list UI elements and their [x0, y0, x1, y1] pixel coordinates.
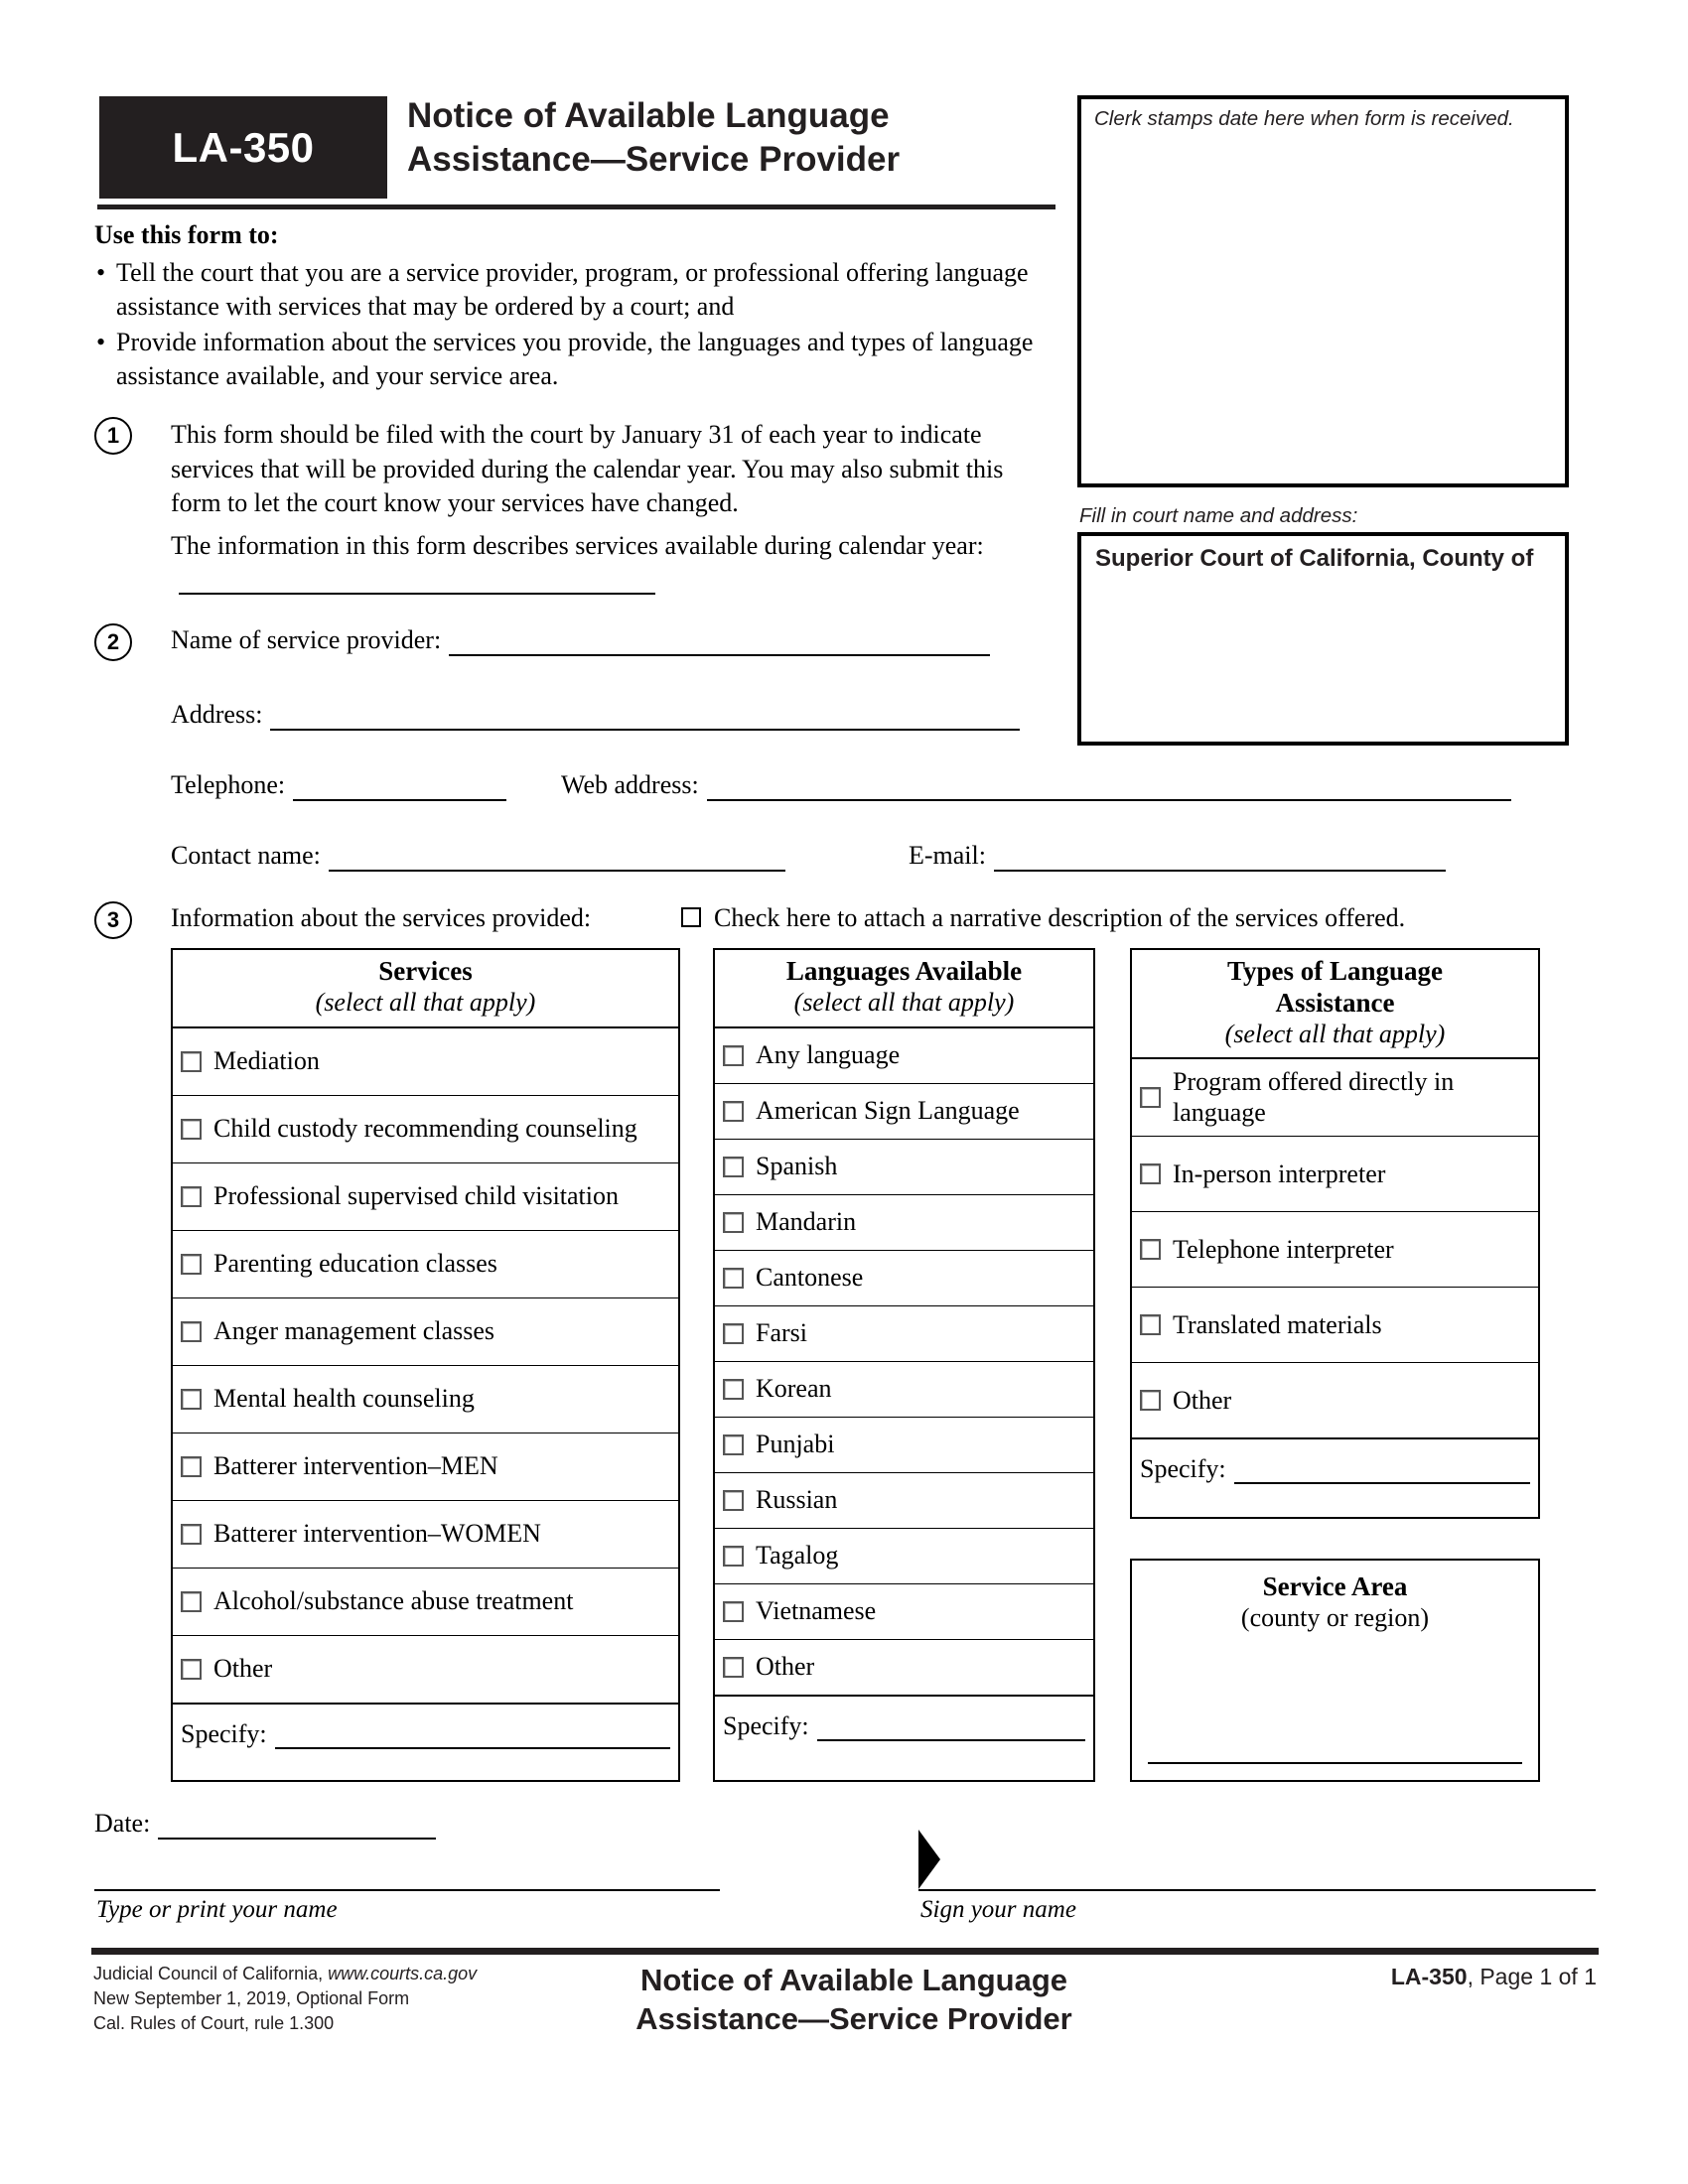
services-specify-label: Specify: — [181, 1718, 267, 1748]
page-title — [407, 94, 1062, 182]
checkbox-icon[interactable] — [1140, 1163, 1161, 1184]
checkbox-icon[interactable] — [181, 1389, 202, 1410]
checkbox-icon[interactable] — [723, 1268, 744, 1289]
footer-page-info — [1391, 1964, 1597, 1990]
court-box-instruction: Fill in court name and address: — [1079, 504, 1358, 527]
provider-telephone-row — [171, 770, 506, 801]
checkbox-icon[interactable] — [723, 1212, 744, 1233]
table-row[interactable] — [715, 1195, 1093, 1251]
row-label: Other — [756, 1651, 815, 1681]
signature-caption: Sign your name — [920, 1896, 1076, 1923]
languages-table-header — [715, 950, 1093, 1028]
footer-legal-block — [93, 1962, 477, 2035]
checkbox-icon[interactable] — [723, 1045, 744, 1066]
table-row[interactable] — [715, 1084, 1093, 1140]
checkbox-icon[interactable] — [1140, 1314, 1161, 1335]
instruction-bullet: • Tell the court that you are a service provider, program, or professional offering language assistance with services that may be ordered by a court; and — [94, 256, 1067, 324]
row-label: Punjabi — [756, 1429, 835, 1458]
assistance-table — [1130, 948, 1540, 1519]
table-row[interactable] — [1132, 1363, 1538, 1438]
languages-table-subtitle: (select all that apply) — [793, 987, 1015, 1017]
print-name-line[interactable] — [94, 1889, 720, 1891]
table-row[interactable] — [173, 1366, 678, 1433]
provider-email-input[interactable] — [994, 842, 1446, 872]
services-specify-input[interactable] — [275, 1721, 670, 1749]
row-label: Mediation — [213, 1045, 320, 1075]
languages-table — [713, 948, 1095, 1782]
item-1-calendar-year-row — [171, 529, 1064, 598]
row-label: In-person interpreter — [1173, 1159, 1386, 1188]
languages-specify-label: Specify: — [723, 1710, 809, 1740]
print-name-caption: Type or print your name — [96, 1896, 338, 1923]
table-row[interactable] — [715, 1640, 1093, 1696]
table-row[interactable] — [715, 1418, 1093, 1473]
assistance-table-header — [1132, 950, 1538, 1059]
item-3-label: Information about the services provided: — [171, 903, 592, 932]
table-row[interactable] — [715, 1140, 1093, 1195]
row-label: Batterer intervention–WOMEN — [213, 1518, 541, 1548]
checkbox-icon[interactable] — [723, 1657, 744, 1678]
provider-telephone-label: Telephone: — [171, 770, 286, 799]
table-row[interactable] — [1132, 1059, 1538, 1137]
checkbox-icon[interactable] — [723, 1323, 744, 1344]
date-input[interactable] — [158, 1810, 436, 1840]
checkbox-icon[interactable] — [723, 1490, 744, 1511]
item-number-3 — [94, 901, 132, 939]
table-row[interactable] — [1132, 1288, 1538, 1363]
court-name-address-box[interactable] — [1077, 532, 1569, 746]
table-row[interactable] — [715, 1584, 1093, 1640]
date-label: Date: — [94, 1809, 151, 1838]
service-area-header — [1132, 1561, 1538, 1634]
item-1-calendar-year-label: The information in this form describes services available during calendar year: — [171, 531, 984, 560]
provider-name-label: Name of service provider: — [171, 625, 442, 654]
languages-specify-row — [715, 1696, 1093, 1747]
checkbox-icon[interactable] — [723, 1379, 744, 1400]
service-area-title: Service Area — [1262, 1571, 1408, 1601]
checkbox-icon[interactable] — [181, 1321, 202, 1342]
item-number-1 — [94, 417, 132, 455]
provider-address-input[interactable] — [270, 701, 1020, 731]
table-row[interactable] — [715, 1306, 1093, 1362]
checkbox-icon[interactable] — [723, 1101, 744, 1122]
services-table-subtitle: (select all that apply) — [315, 987, 536, 1017]
row-label: Russian — [756, 1484, 838, 1514]
item-number-3-text: 3 — [106, 907, 120, 932]
checkbox-icon[interactable] — [1140, 1390, 1161, 1411]
table-row[interactable] — [1132, 1212, 1538, 1288]
instruction-bullet-list — [94, 256, 1067, 395]
attach-narrative-label: Check here to attach a narrative description of the services offered. — [714, 903, 1406, 932]
assistance-table-title-line1: Types of Language — [1226, 956, 1444, 986]
row-label: Vietnamese — [756, 1595, 877, 1625]
checkbox-icon[interactable] — [181, 1186, 202, 1207]
attach-narrative-checkbox[interactable] — [681, 907, 701, 927]
provider-telephone-input[interactable] — [293, 771, 506, 801]
row-label: Mental health counseling — [213, 1383, 475, 1413]
services-table-title: Services — [378, 956, 473, 986]
table-row[interactable] — [715, 1028, 1093, 1084]
checkbox-icon[interactable] — [181, 1524, 202, 1545]
footer-council-line — [93, 1962, 477, 1986]
signature-pointer-icon — [918, 1830, 940, 1889]
item-number-2 — [94, 623, 132, 661]
services-specify-row — [173, 1704, 678, 1755]
table-row[interactable] — [1132, 1137, 1538, 1212]
footer-council-prefix: Judicial Council of California, — [93, 1964, 329, 1983]
date-row — [94, 1809, 436, 1840]
checkbox-icon[interactable] — [1140, 1087, 1161, 1108]
row-label: Any language — [756, 1039, 901, 1069]
table-row[interactable] — [173, 1298, 678, 1366]
provider-web-row — [561, 770, 1511, 801]
header-divider — [97, 205, 1055, 209]
row-label: American Sign Language — [756, 1095, 1020, 1125]
row-label: Other — [213, 1653, 273, 1683]
assistance-specify-row — [1132, 1438, 1538, 1490]
checkbox-icon[interactable] — [723, 1434, 744, 1455]
use-this-form-heading: Use this form to: — [94, 220, 279, 249]
assistance-table-title-line2: Assistance — [1275, 987, 1395, 1018]
row-label: Other — [1173, 1385, 1232, 1415]
row-label: Alcohol/substance abuse treatment — [213, 1585, 574, 1615]
calendar-year-input[interactable] — [179, 567, 655, 595]
checkbox-icon[interactable] — [181, 1659, 202, 1680]
page-title-line1: Notice of Available Language — [407, 96, 890, 135]
form-code-badge — [99, 96, 387, 199]
row-label: Program offered directly in language — [1173, 1067, 1455, 1127]
footer-form-title — [496, 1961, 1211, 2039]
row-label: Parenting education classes — [213, 1248, 497, 1278]
table-row[interactable] — [715, 1529, 1093, 1584]
form-code-text: LA-350 — [172, 123, 315, 171]
table-row[interactable] — [173, 1569, 678, 1636]
provider-web-input[interactable] — [707, 771, 1511, 801]
checkbox-icon[interactable] — [1140, 1239, 1161, 1260]
row-label: Farsi — [756, 1317, 807, 1347]
row-label: Professional supervised child visitation — [213, 1180, 620, 1210]
checkbox-icon[interactable] — [723, 1601, 744, 1622]
service-area-box[interactable] — [1130, 1559, 1540, 1782]
checkbox-icon[interactable] — [181, 1051, 202, 1072]
table-row[interactable] — [715, 1473, 1093, 1529]
clerk-stamp-caption: Clerk stamps date here when form is received. — [1094, 107, 1514, 130]
service-area-input[interactable] — [1148, 1762, 1522, 1764]
provider-address-row — [171, 700, 1020, 731]
row-label: Anger management classes — [213, 1315, 495, 1345]
row-label: Child custody recommending counseling — [213, 1113, 637, 1143]
provider-name-input[interactable] — [449, 626, 990, 656]
row-label: Tagalog — [756, 1540, 839, 1570]
checkbox-icon[interactable] — [723, 1546, 744, 1567]
languages-specify-input[interactable] — [817, 1713, 1085, 1741]
provider-contact-row — [171, 841, 785, 872]
footer-divider — [91, 1948, 1599, 1955]
services-table — [171, 948, 680, 1782]
table-row[interactable] — [173, 1433, 678, 1501]
row-label: Telephone interpreter — [1173, 1234, 1394, 1264]
row-label: Mandarin — [756, 1206, 857, 1236]
table-row[interactable] — [173, 1636, 678, 1704]
footer-rule-citation: Cal. Rules of Court, rule 1.300 — [93, 2012, 335, 2033]
footer-form-title-line1: Notice of Available Language — [639, 1963, 1068, 1997]
table-row[interactable] — [715, 1251, 1093, 1306]
row-label: Translated materials — [1173, 1309, 1382, 1339]
footer-revision: New September 1, 2019, Optional Form — [93, 1987, 410, 2008]
provider-name-row — [171, 625, 990, 656]
languages-table-title: Languages Available — [785, 956, 1023, 986]
item-1-paragraph: This form should be filed with the court by January 31 of each year to indicate services that will be provided during the calendar year. You may also submit this form to let the court know your services have changed. — [171, 420, 1004, 518]
checkbox-icon[interactable] — [181, 1254, 202, 1275]
checkbox-icon[interactable] — [181, 1119, 202, 1140]
court-name-text: Superior Court of California, County of — [1095, 545, 1534, 572]
footer-form-title-line2: Assistance—Service Provider — [635, 2001, 1072, 2037]
assistance-specify-input[interactable] — [1234, 1456, 1530, 1484]
table-row[interactable] — [173, 1163, 678, 1231]
table-row[interactable] — [173, 1231, 678, 1298]
row-label: Cantonese — [756, 1262, 864, 1292]
provider-address-label: Address: — [171, 700, 263, 729]
assistance-specify-label: Specify: — [1140, 1454, 1226, 1484]
assistance-table-subtitle: (select all that apply) — [1224, 1019, 1446, 1048]
row-label: Batterer intervention–MEN — [213, 1450, 498, 1480]
instruction-bullet: • Provide information about the services you provide, the languages and types of language assistance available, and your service area. — [94, 326, 1067, 393]
service-area-subtitle: (county or region) — [1240, 1603, 1430, 1633]
item-number-1-text: 1 — [106, 423, 120, 448]
table-row[interactable] — [715, 1362, 1093, 1418]
table-row[interactable] — [173, 1501, 678, 1569]
provider-contact-input[interactable] — [329, 842, 785, 872]
footer-council-url: www.courts.ca.gov — [328, 1964, 478, 1983]
checkbox-icon[interactable] — [181, 1456, 202, 1477]
item-number-2-text: 2 — [106, 629, 120, 654]
clerk-stamp-box — [1077, 95, 1569, 487]
provider-email-label: E-mail: — [909, 841, 986, 870]
footer-page-number: , Page 1 of 1 — [1467, 1964, 1597, 1989]
provider-email-row — [909, 841, 1446, 872]
footer-form-code: LA-350 — [1390, 1964, 1468, 1989]
services-table-header — [173, 950, 678, 1028]
provider-contact-label: Contact name: — [171, 841, 321, 870]
checkbox-icon[interactable] — [181, 1591, 202, 1612]
row-label: Spanish — [756, 1151, 838, 1180]
page-title-line2: Assistance—Service Provider — [407, 139, 901, 179]
signature-line[interactable] — [918, 1889, 1596, 1891]
checkbox-icon[interactable] — [723, 1157, 744, 1177]
row-label: Korean — [756, 1373, 832, 1403]
provider-web-label: Web address: — [561, 770, 699, 799]
table-row[interactable] — [173, 1028, 678, 1096]
table-row[interactable] — [173, 1096, 678, 1163]
